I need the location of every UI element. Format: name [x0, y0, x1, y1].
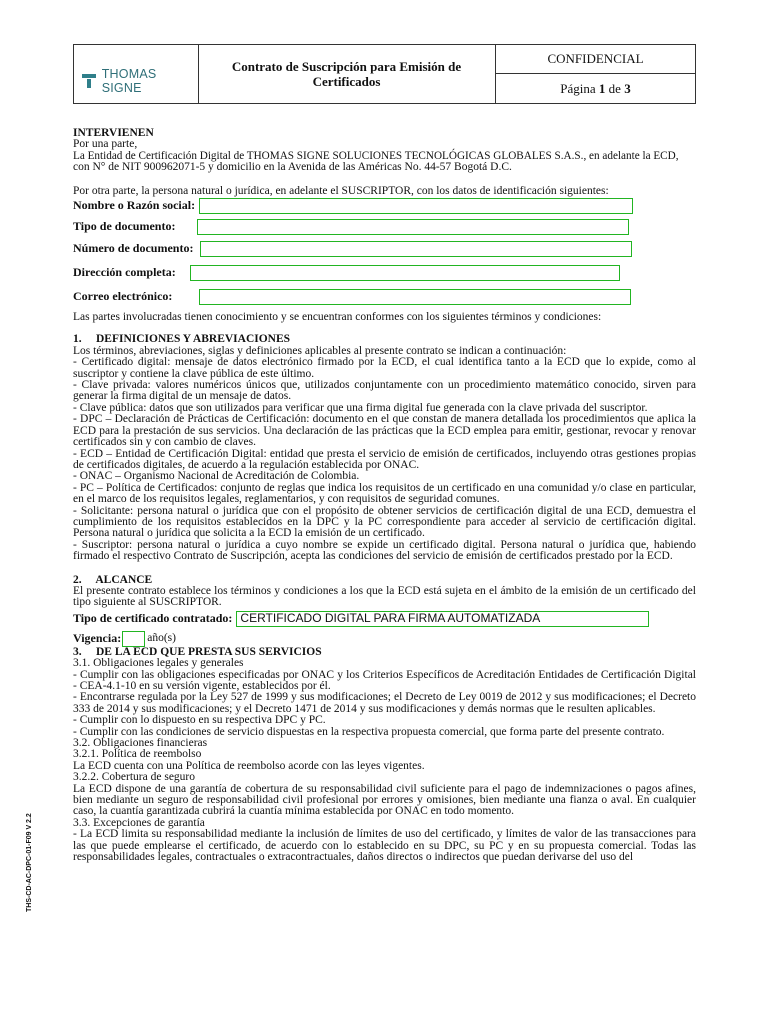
definitions-list	[73, 357, 696, 562]
section-3-line: - Cumplir con las obligaciones especificadas por ONAC y los Criterios Específicos de Acreditación Entidades de Certificación Digital - CEA-4.1-10 en su versión vigente, establecidos por él.	[73, 668, 696, 692]
intro-line: Por otra parte, la persona natural o jurídica, en adelante el SUSCRIPTOR, con los datos de identificación siguientes:	[73, 184, 609, 197]
cert-type-label: Tipo de certificado contratado:	[73, 611, 233, 626]
address-input[interactable]	[190, 265, 620, 281]
doc-number-field-row	[73, 241, 696, 257]
definition-item: - Solicitante: persona natural o jurídica que con el propósito de obtener servicios de certificación digital de una ECD, demuestra el cumplimiento de los requisitos establecidos en la DPC y la PC correspondiente para acceder al servicio de certificación digital. Persona natural o jurídica que solicita a la ECD la emisión de un certificado.	[73, 504, 696, 540]
company-logo	[82, 67, 198, 95]
section-3-body	[73, 658, 696, 863]
doc-number-input[interactable]	[200, 241, 632, 257]
definition-item: - DPC – Declaración de Prácticas de Certificación: documento en el que constan de manera detallada los procedimientos que aplica la ECD para la prestación de sus servicios. Una declaración de las prácticas que la ECD emplea para emitir, gestionar, revocar y renovar certificados sin y con cambio de claves.	[73, 413, 696, 449]
doc-type-input[interactable]	[197, 219, 629, 235]
section-1-intro: Los términos, abreviaciones, siglas y definiciones aplicables al presente contrato se indican a continuación:	[73, 344, 567, 357]
validity-field-row	[73, 631, 696, 647]
address-field-row	[73, 265, 696, 281]
validity-input[interactable]	[122, 631, 145, 647]
intro-line: Por una parte,	[73, 138, 138, 151]
definition-item: - ECD – Entidad de Certificación Digital: entidad que presta el servicio de emisión de certificados, incluyendo otras gestiones propias de certificados digitales, de acuerdo a la regulación establecida por ONAC.	[73, 447, 696, 471]
logo-cell	[74, 45, 199, 103]
logo-text: THOMAS SIGNE	[101, 67, 157, 95]
definition-item: - Certificado digital: mensaje de datos electrónico firmado por la ECD, el cual identifica tanto a la ECD que lo expide, como al suscriptor y contiene la clave pública de este último.	[73, 356, 696, 380]
section-3-line: - La ECD limita su responsabilidad mediante la inclusión de límites de uso del certificado, y límites de valor de las transacciones para las que puede emplearse el certificado, de acuerdo con lo establecido en su DPC, su PC y en su propuesta comercial. Todas las responsabilidades legales, contractuales o extracontractuales, daños directos o indirectos que puedan derivarse del uso del	[73, 828, 696, 864]
section-3-line: 3.2.2. Cobertura de seguro	[73, 771, 195, 784]
section-3-line: 3.1. Obligaciones legales y generales	[73, 657, 244, 670]
section-2-title: 2. ALCANCE	[73, 573, 153, 586]
email-label: Correo electrónico:	[73, 289, 173, 304]
agreement-text: Las partes involucradas tienen conocimiento y se encuentran conformes con los siguientes términos y condiciones:	[73, 311, 602, 324]
name-input[interactable]	[199, 198, 633, 214]
section-3-line: 3.2.1. Política de reembolso	[73, 748, 202, 761]
section-2-text: El presente contrato establece los términos y condiciones a los que la ECD está sujeta en el ámbito de la emisión de un certificado del tipo siguiente al SUSCRIPTOR.	[73, 584, 696, 609]
doc-type-label: Tipo de documento:	[73, 219, 176, 234]
section-1-title: 1. DEFINICIONES Y ABREVIACIONES	[73, 333, 291, 346]
thomas-signe-logo-icon	[82, 74, 96, 88]
doc-number-label: Número de documento:	[73, 241, 194, 256]
contract-body	[73, 128, 696, 864]
email-field-row	[73, 289, 696, 305]
section-3-line: La ECD dispone de una garantía de cobertura de su responsabilidad civil suficiente para el pago de indemnizaciones o pagos afines, bien mediante un seguro de responsabilidad civil profesional por errores y omisiones, bien mediante una fianza o aval. En cualquier caso, la cuantía garantizada cubrirá la cuantía mínima establecida por ONAC en todo momento.	[73, 782, 696, 818]
name-label: Nombre o Razón social:	[73, 198, 196, 213]
document-code: THS-CD-AC-DPC-01-F09 V 2.2	[26, 813, 33, 912]
intro-line: La Entidad de Certificación Digital de THOMAS SIGNE SOLUCIONES TECNOLÓGICAS GLOBALES S.A.S., en adelante la ECD,	[73, 149, 679, 162]
cert-type-field-row	[73, 611, 696, 627]
definition-item: - Clave privada: valores numéricos únicos que, utilizados conjuntamente con un procedimiento matemático conocido, sirven para generar la firma digital de un mensaje de datos.	[73, 379, 696, 403]
name-field-row	[73, 198, 696, 214]
document-title: Contrato de Suscripción para Emisión de Certificados	[198, 45, 496, 103]
section-3-line: 3.3. Excepciones de garantía	[73, 816, 205, 829]
section-3-title: 3. DE LA ECD QUE PRESTA SUS SERVICIOS	[73, 645, 322, 658]
section-3-line: - Cumplir con lo dispuesto en su respectiva DPC y PC.	[73, 714, 326, 727]
section-3-line: 3.2. Obligaciones financieras	[73, 737, 208, 750]
definition-item: - PC – Política de Certificados: conjunto de reglas que indica los requisitos de un certificado en una comunidad y/o clase en particular, en el marco de los requisitos legales, reglamentarios, y con requisitos de seguridad comunes.	[73, 481, 696, 506]
definition-item: - ONAC – Organismo Nacional de Acreditación de Colombia.	[73, 470, 360, 483]
address-label: Dirección completa:	[73, 265, 176, 280]
intro-heading: INTERVIENEN	[73, 127, 154, 139]
doc-type-field-row	[73, 219, 696, 235]
validity-label: Vigencia:	[73, 631, 122, 646]
definition-item: - Suscriptor: persona natural o jurídica a cuyo nombre se expide un certificado digital. Persona natural o jurídica que, habiendo firmado el respectivo Contrato de Suscripción, acepta las condiciones del servicio de emisión de certificados prestado por la ECD.	[73, 538, 696, 563]
header-meta	[496, 45, 695, 103]
definition-item: - Clave pública: datos que son utilizados para verificar que una firma digital fue generada con la clave privada del suscriptor.	[73, 401, 648, 414]
section-3-line: - Cumplir con las condiciones de servicio dispuestas en la respectiva propuesta comercial, que forma parte del presente contrato.	[73, 725, 665, 738]
document-header	[73, 44, 696, 104]
confidential-label: CONFIDENCIAL	[496, 45, 695, 74]
validity-unit: año(s)	[147, 632, 176, 645]
intro-line: con N° de NIT 900962071-5 y domicilio en la Avenida de las Américas No. 44-57 Bogotá D.C.	[73, 161, 512, 174]
section-3-line: - Encontrarse regulada por la Ley 527 de 1999 y sus modificaciones; el Decreto de Ley 0019 de 2012 y sus modificaciones; el Decreto 333 de 2014 y sus modificaciones; y el Decreto 1471 de 2014 y sus modificaciones y demás normas que le resulten aplicables.	[73, 691, 696, 715]
section-3-line: La ECD cuenta con una Política de reembolso acorde con las leyes vigentes.	[73, 759, 425, 772]
email-input[interactable]	[199, 289, 631, 305]
page-indicator: Página 1 de 3	[560, 81, 631, 96]
cert-type-input[interactable]: CERTIFICADO DIGITAL PARA FIRMA AUTOMATIZADA	[236, 611, 649, 627]
